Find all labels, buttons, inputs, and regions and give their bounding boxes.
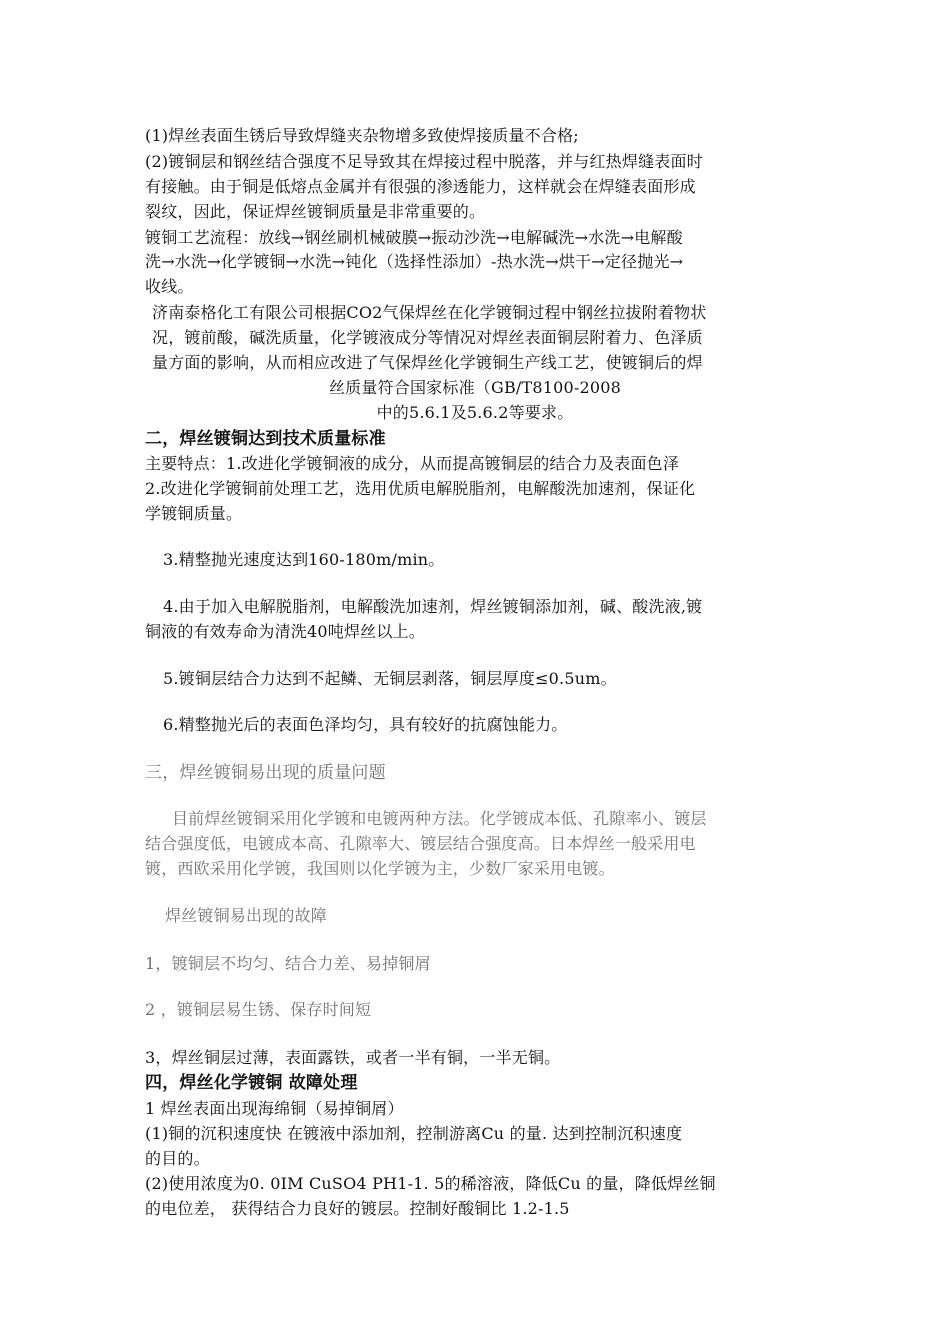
text-line: 况，镀前酸，碱洗质量，化学镀液成分等情况对焊丝表面铜层附着力、色泽质 [152, 328, 703, 347]
text-line: 4.由于加入电解脱脂剂，电解酸洗加速剂，焊丝镀铜添加剂，碱、酸洗液,镀 [163, 597, 703, 616]
text-line: 目前焊丝镀铜采用化学镀和电镀两种方法。化学镀成本低、孔隙率小、镀层 [172, 809, 707, 828]
section-heading: 二，焊丝镀铜达到技术质量标准 [145, 429, 386, 449]
text-line: 1，镀铜层不均匀、结合力差、易掉铜屑 [145, 954, 431, 973]
text-line: 洗→水洗→化学镀铜→水洗→钝化（选择性添加）-热水洗→烘干→定径抛光→ [145, 252, 684, 271]
text-line: (2)镀铜层和钢丝结合强度不足导致其在焊接过程中脱落，并与红热焊缝表面时 [145, 152, 703, 171]
text-line: (2)使用浓度为0. 0IM CuSO4 PH1-1. 5的稀溶液，降低Cu 的量，降低焊丝铜 [145, 1174, 716, 1193]
text-line: 焊丝镀铜易出现的故障 [165, 906, 328, 925]
text-line: 2.改进化学镀铜前处理工艺，选用优质电解脱脂剂，电解酸洗加速剂，保证化 [145, 479, 696, 498]
text-line: 有接触。由于铜是低熔点金属并有很强的渗透能力，这样就会在焊缝表面形成 [145, 177, 696, 196]
text-line: 济南泰格化工有限公司根据CO2气保焊丝在化学镀铜过程中钢丝拉拔附着物状 [152, 303, 707, 322]
text-line: 主要特点：1.改进化学镀铜液的成分，从而提高镀铜层的结合力及表面色泽 [145, 454, 680, 473]
text-line: 丝质量符合国家标准（GB/T8100-2008 [328, 378, 622, 397]
text-line: 5.镀铜层结合力达到不起鳞、无铜层剥落，铜层厚度≤0.5um。 [163, 669, 617, 688]
section-heading: 四，焊丝化学镀铜 故障处理 [145, 1073, 358, 1093]
text-line: 3，焊丝铜层过薄，表面露铁，或者一半有铜，一半无铜。 [145, 1048, 561, 1067]
text-line: 铜液的有效寿命为清洗40吨焊丝以上。 [145, 622, 425, 641]
text-line: (1)焊丝表面生锈后导致焊缝夹杂物增多致使焊接质量不合格; [145, 126, 579, 145]
text-line: 学镀铜质量。 [145, 504, 243, 523]
text-line: 收线。 [145, 277, 194, 296]
text-line: 的目的。 [145, 1149, 210, 1168]
text-line: (1)铜的沉积速度快 在镀液中添加剂，控制游离Cu 的量. 达到控制沉积速度 [145, 1124, 683, 1143]
text-line: 中的5.6.1及5.6.2等要求。 [376, 403, 574, 422]
text-line: 量方面的影响，从而相应改进了气保焊丝化学镀铜生产线工艺，使镀铜后的焊 [152, 353, 703, 372]
text-line: 裂纹，因此，保证焊丝镀铜质量是非常重要的。 [145, 202, 486, 221]
text-line: 镀，西欧采用化学镀，我国则以化学镀为主，少数厂家采用电镀。 [145, 859, 615, 878]
text-line: 结合强度低，电镀成本高、孔隙率大、镀层结合强度高。日本焊丝一般采用电 [145, 834, 696, 853]
text-line: 1 焊丝表面出现海绵铜（易掉铜屑） [145, 1099, 404, 1118]
text-line: 2 ，镀铜层易生锈、保存时间短 [145, 1000, 372, 1019]
section-heading: 三，焊丝镀铜易出现的质量问题 [145, 763, 386, 783]
text-line: 的电位差， 获得结合力良好的镀层。控制好酸铜比 1.2-1.5 [145, 1199, 570, 1218]
text-line: 镀铜工艺流程：放线→钢丝刷机械破膜→振动沙洗→电解碱洗→水洗→电解酸 [145, 228, 683, 247]
text-line: 6.精整抛光后的表面色泽均匀，具有较好的抗腐蚀能力。 [163, 715, 568, 734]
text-line: 3.精整抛光速度达到160-180m/min。 [163, 550, 445, 569]
